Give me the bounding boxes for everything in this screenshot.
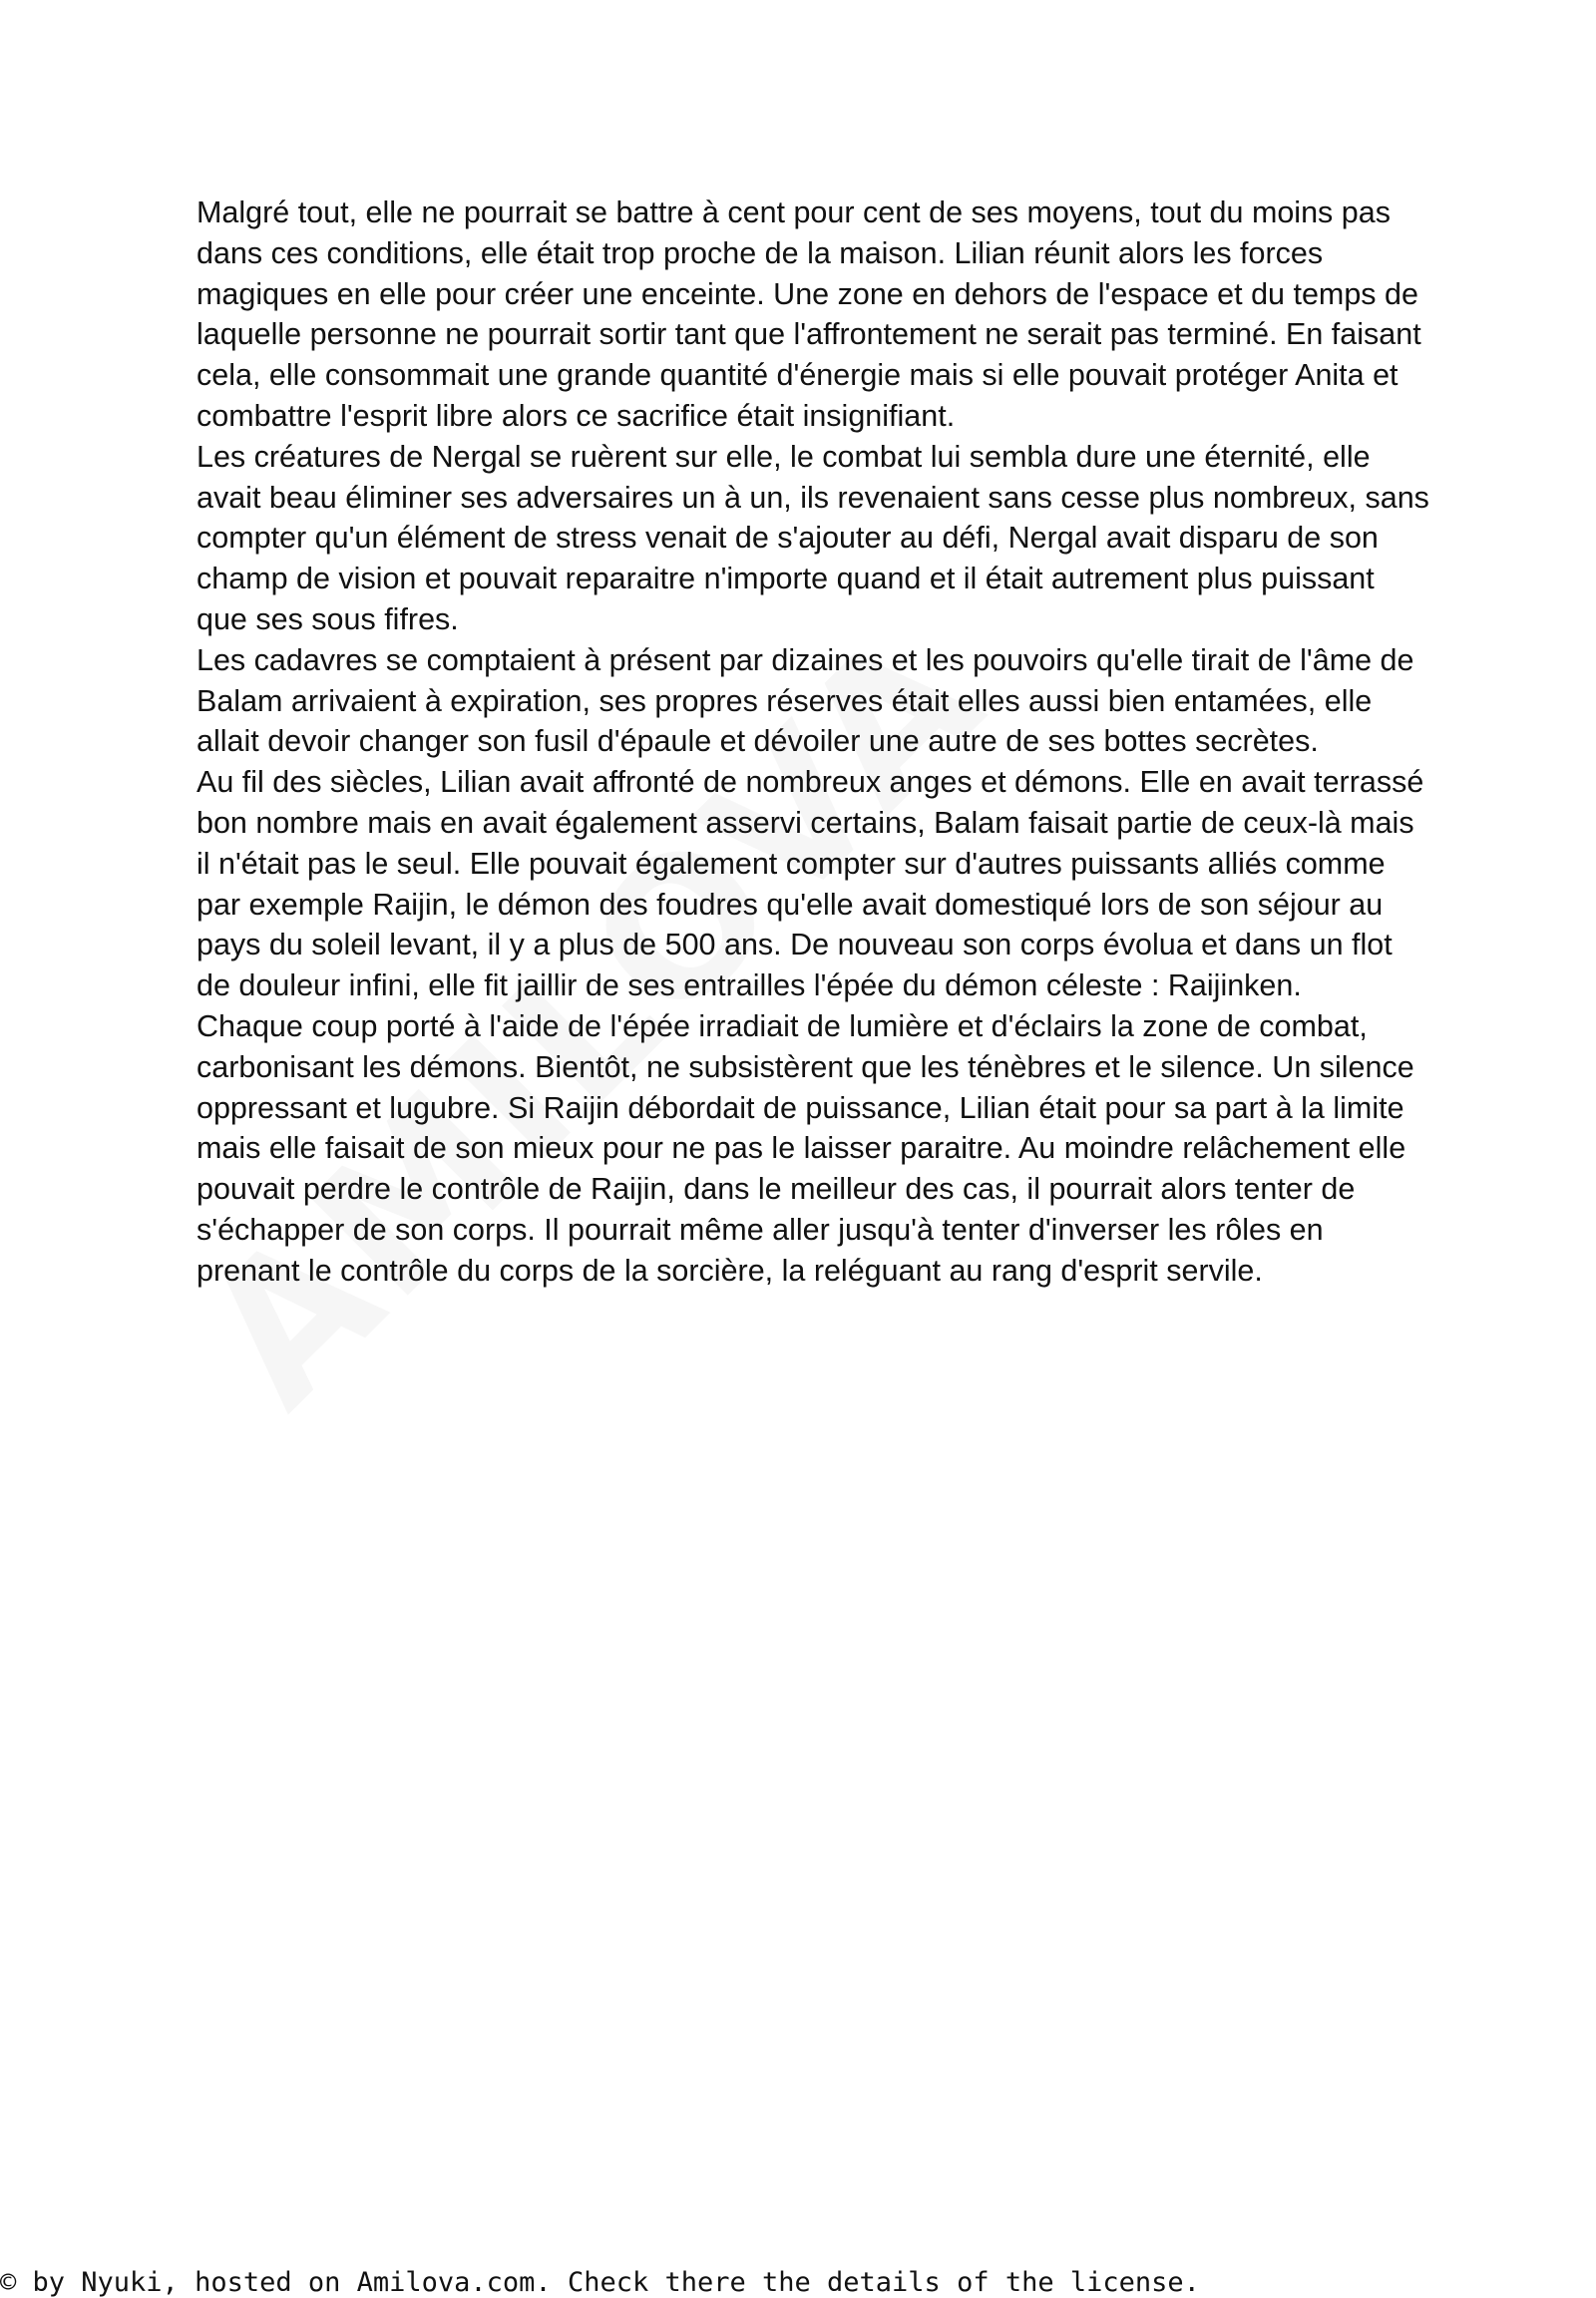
paragraph-1: Malgré tout, elle ne pourrait se battre à cent pour cent de ses moyens, tout du moins pas dans ces conditions, elle était trop proche de la maison. Lilian réunit alors les forces magiques en elle pour créer une enceinte. Une zone en dehors de l'espace et du temps de laquelle personne ne pourrait sortir tant que l'affrontement ne serait pas terminé. En faisant cela, elle consommait une grande quantité d'énergie mais si elle pouvait protéger Anita et combattre l'esprit libre alors ce sacrifice était insignifiant.	[197, 195, 1421, 433]
paragraph-5: Chaque coup porté à l'aide de l'épée irradiait de lumière et d'éclairs la zone de combat, carbonisant les démons. Bientôt, ne subsistèrent que les ténèbres et le silence. Un silence oppressant et lugubre. Si Raijin débordait de puissance, Lilian était pour sa part à la limite mais elle faisait de son mieux pour ne pas le laisser paraitre. Au moindre relâchement elle pouvait perdre le contrôle de Raijin, dans le meilleur des cas, il pourrait alors tenter de s'échapper de son corps. Il pourrait même aller jusqu'à tenter d'inverser les rôles en prenant le contrôle du corps de la sorcière, la reléguant au rang d'esprit servile.	[197, 1008, 1414, 1288]
license-footer: © by Nyuki, hosted on Amilova.com. Check there the details of the license.	[0, 2267, 1200, 2298]
paragraph-3: Les cadavres se comptaient à présent par dizaines et les pouvoirs qu'elle tirait de l'âme de Balam arrivaient à expiration, ses propres réserves était elles aussi bien entamées, elle allait devoir changer son fusil d'épaule et dévoiler une autre de ses bottes secrètes.	[197, 642, 1414, 759]
paragraph-4: Au fil des siècles, Lilian avait affronté de nombreux anges et démons. Elle en avait terrassé bon nombre mais en avait également asservi certains, Balam faisait partie de ceux-là mais il n'était pas le seul. Elle pouvait également compter sur d'autres puissants alliés comme par exemple Raijin, le démon des foudres qu'elle avait domestiqué lors de son séjour au pays du soleil levant, il y a plus de 500 ans. De nouveau son corps évolua et dans un flot de douleur infini, elle fit jaillir de ses entrailles l'épée du démon céleste : Raijinken.	[197, 765, 1424, 1003]
paragraph-2: Les créatures de Nergal se ruèrent sur elle, le combat lui sembla dure une éternité, elle avait beau éliminer ses adversaires un à un, ils revenaient sans cesse plus nombreux, sans compter qu'un élément de stress venait de s'ajouter au défi, Nergal avait disparu de son champ de vision et pouvait reparaitre n'importe quand et il était autrement plus puissant que ses sous fifres.	[197, 439, 1429, 636]
story-text	[197, 192, 1433, 1292]
